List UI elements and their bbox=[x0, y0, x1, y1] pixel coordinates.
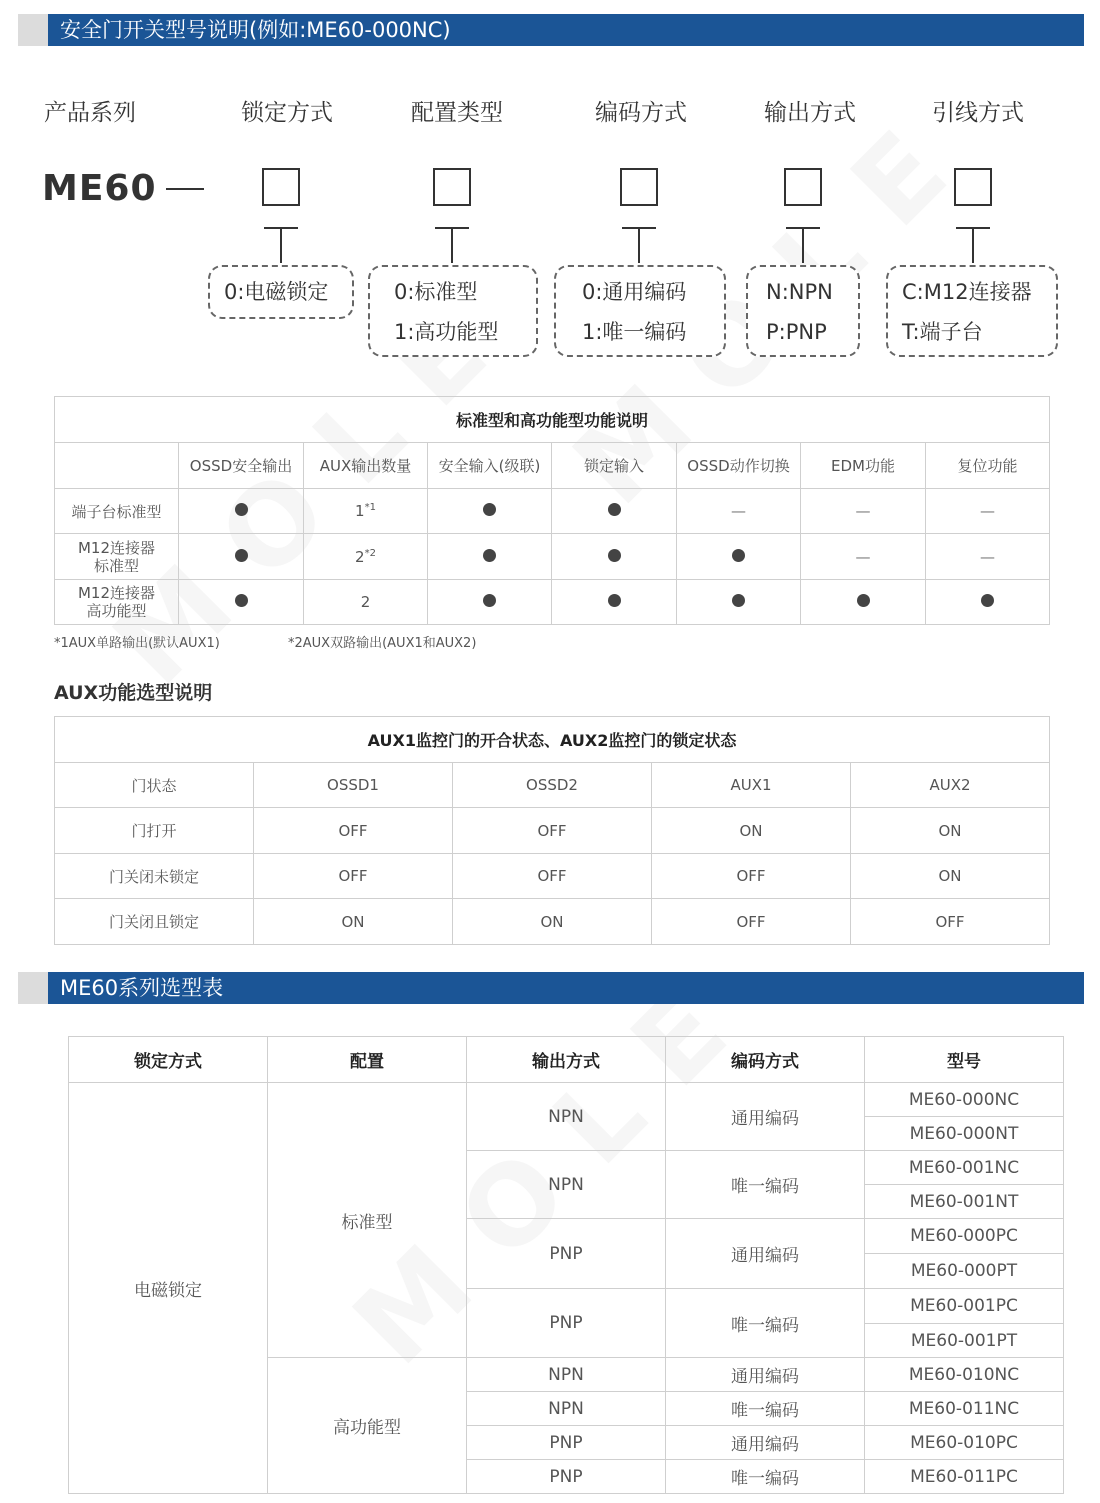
filled-dot-icon bbox=[857, 594, 870, 607]
row-label: M12连接器 bbox=[77, 538, 156, 557]
connector-stem bbox=[638, 227, 640, 263]
state-cell: ON bbox=[851, 854, 1050, 899]
column-header: 复位功能 bbox=[926, 443, 1050, 489]
column-header: OSSD安全输出 bbox=[179, 443, 304, 489]
state-cell: OFF bbox=[652, 899, 851, 945]
header-coding-method: 编码方式 bbox=[595, 100, 687, 126]
filled-dot-icon bbox=[235, 594, 248, 607]
aux-count: 2 bbox=[355, 547, 365, 566]
feature-cell bbox=[179, 580, 304, 625]
connector-stem bbox=[972, 227, 974, 263]
aux-count-cell: 2 bbox=[304, 580, 428, 625]
feature-cell bbox=[926, 580, 1050, 625]
feature-cell bbox=[801, 580, 926, 625]
section-banner-model-description bbox=[18, 14, 1084, 46]
row-header bbox=[55, 489, 179, 534]
section-title: 安全门开关型号说明(例如:ME60-000NC) bbox=[60, 18, 451, 42]
connector-stem bbox=[451, 227, 453, 263]
feature-cell: — bbox=[801, 489, 926, 534]
model-cell: ME60-011PC bbox=[865, 1460, 1064, 1494]
feature-cell: — bbox=[926, 534, 1050, 580]
option-box-lead bbox=[886, 265, 1058, 357]
option-item: 1:唯一编码 bbox=[582, 320, 687, 344]
output-cell: NPN bbox=[467, 1358, 666, 1392]
output-cell: PNP bbox=[467, 1219, 666, 1289]
option-box-config bbox=[368, 265, 538, 357]
coding-cell: 唯一编码 bbox=[666, 1151, 865, 1219]
filled-dot-icon bbox=[732, 594, 745, 607]
column-header: 型号 bbox=[865, 1037, 1064, 1083]
column-header: 门状态 bbox=[55, 763, 254, 808]
coding-cell: 通用编码 bbox=[666, 1358, 865, 1392]
door-state: 门关闭且锁定 bbox=[55, 899, 254, 945]
section-title: ME60系列选型表 bbox=[60, 976, 224, 1000]
feature-cell bbox=[179, 534, 304, 580]
option-item: N:NPN bbox=[766, 280, 833, 304]
footnote-ref: *1 bbox=[364, 502, 376, 513]
state-cell: ON bbox=[453, 899, 652, 945]
feature-cell bbox=[552, 534, 677, 580]
column-header: 编码方式 bbox=[666, 1037, 865, 1083]
feature-cell: — bbox=[801, 534, 926, 580]
coding-cell: 通用编码 bbox=[666, 1219, 865, 1289]
model-cell: ME60-000PT bbox=[865, 1254, 1064, 1289]
output-cell: PNP bbox=[467, 1289, 666, 1358]
code-box-coding bbox=[620, 168, 658, 206]
aux-count-cell bbox=[304, 534, 428, 580]
config-cell: 标准型 bbox=[268, 1083, 467, 1358]
state-cell: OFF bbox=[652, 854, 851, 899]
option-item: 0:标准型 bbox=[394, 280, 478, 304]
empty-header-cell bbox=[55, 443, 179, 489]
table-row bbox=[55, 854, 1050, 899]
coding-cell: 唯一编码 bbox=[666, 1460, 865, 1494]
connector-stem bbox=[802, 227, 804, 263]
model-prefix: ME60 bbox=[42, 168, 157, 209]
filled-dot-icon bbox=[981, 594, 994, 607]
coding-cell: 通用编码 bbox=[666, 1426, 865, 1460]
footnote-ref: *2 bbox=[364, 547, 376, 559]
option-item: T:端子台 bbox=[902, 320, 983, 344]
header-product-series: 产品系列 bbox=[44, 100, 136, 126]
model-cell: ME60-000PC bbox=[865, 1219, 1064, 1254]
filled-dot-icon bbox=[608, 549, 621, 562]
filled-dot-icon bbox=[732, 549, 745, 562]
function-table-caption: 标准型和高功能型功能说明 bbox=[55, 397, 1050, 443]
option-box-coding bbox=[554, 265, 726, 357]
column-header: AUX2 bbox=[851, 763, 1050, 808]
code-dash bbox=[166, 188, 204, 190]
table-row bbox=[55, 899, 1050, 945]
row-label: 端子台标准型 bbox=[71, 502, 162, 521]
feature-cell bbox=[428, 489, 552, 534]
filled-dot-icon bbox=[483, 549, 496, 562]
feature-cell bbox=[552, 580, 677, 625]
model-cell: ME60-010PC bbox=[865, 1426, 1064, 1460]
column-header: 锁定方式 bbox=[69, 1037, 268, 1083]
code-box-lead bbox=[954, 168, 992, 206]
column-header: EDM功能 bbox=[801, 443, 926, 489]
model-cell: ME60-001NC bbox=[865, 1151, 1064, 1185]
door-state: 门打开 bbox=[55, 808, 254, 854]
code-box-lock bbox=[262, 168, 300, 206]
column-header: 锁定输入 bbox=[552, 443, 677, 489]
door-state: 门关闭未锁定 bbox=[55, 854, 254, 899]
table-row bbox=[55, 534, 1050, 580]
footnote-2: *2AUX双路输出(AUX1和AUX2) bbox=[288, 636, 477, 651]
output-cell: NPN bbox=[467, 1083, 666, 1151]
table-row bbox=[55, 808, 1050, 854]
model-cell: ME60-000NT bbox=[865, 1117, 1064, 1151]
model-cell: ME60-001PC bbox=[865, 1289, 1064, 1324]
column-header: OSSD2 bbox=[453, 763, 652, 808]
header-lock-method: 锁定方式 bbox=[241, 100, 333, 126]
feature-cell bbox=[552, 489, 677, 534]
option-item: 1:高功能型 bbox=[394, 320, 499, 344]
option-item: C:M12连接器 bbox=[902, 280, 1032, 304]
option-item: 0:电磁锁定 bbox=[224, 280, 329, 304]
filled-dot-icon bbox=[608, 503, 621, 516]
footnote-1: *1AUX单路输出(默认AUX1) bbox=[54, 636, 220, 651]
aux-table-caption: AUX1监控门的开合状态、AUX2监控门的锁定状态 bbox=[55, 717, 1050, 763]
table-row bbox=[55, 580, 1050, 625]
coding-cell: 唯一编码 bbox=[666, 1289, 865, 1358]
aux-count: 1 bbox=[355, 502, 365, 520]
selection-table bbox=[68, 1036, 1064, 1494]
output-cell: NPN bbox=[467, 1151, 666, 1219]
row-label: 标准型 bbox=[93, 556, 139, 575]
feature-cell: — bbox=[677, 489, 801, 534]
option-box-lock bbox=[208, 265, 354, 319]
lock-method-cell: 电磁锁定 bbox=[69, 1083, 268, 1494]
filled-dot-icon bbox=[483, 503, 496, 516]
aux-section-title: AUX功能选型说明 bbox=[54, 682, 213, 704]
model-cell: ME60-011NC bbox=[865, 1392, 1064, 1426]
state-cell: OFF bbox=[254, 854, 453, 899]
state-cell: OFF bbox=[453, 808, 652, 854]
output-cell: PNP bbox=[467, 1460, 666, 1494]
feature-cell bbox=[677, 580, 801, 625]
state-cell: ON bbox=[652, 808, 851, 854]
filled-dot-icon bbox=[235, 503, 248, 516]
code-box-output bbox=[784, 168, 822, 206]
output-cell: NPN bbox=[467, 1392, 666, 1426]
column-header: 输出方式 bbox=[467, 1037, 666, 1083]
header-config-type: 配置类型 bbox=[411, 100, 503, 126]
feature-cell bbox=[428, 580, 552, 625]
option-item: 0:通用编码 bbox=[582, 280, 687, 304]
header-output-method: 输出方式 bbox=[764, 100, 856, 126]
column-header: AUX1 bbox=[652, 763, 851, 808]
header-lead-method: 引线方式 bbox=[932, 100, 1024, 126]
state-cell: OFF bbox=[254, 808, 453, 854]
state-cell: OFF bbox=[851, 899, 1050, 945]
column-header: OSSD动作切换 bbox=[677, 443, 801, 489]
state-cell: OFF bbox=[453, 854, 652, 899]
output-cell: PNP bbox=[467, 1426, 666, 1460]
coding-cell: 通用编码 bbox=[666, 1083, 865, 1151]
row-header bbox=[55, 534, 179, 580]
option-box-output bbox=[746, 265, 860, 357]
function-table bbox=[54, 396, 1050, 625]
feature-cell bbox=[179, 489, 304, 534]
aux-count-cell bbox=[304, 489, 428, 534]
section-banner-selection bbox=[18, 972, 1084, 1004]
column-header: AUX输出数量 bbox=[304, 443, 428, 489]
state-cell: ON bbox=[851, 808, 1050, 854]
filled-dot-icon bbox=[235, 549, 248, 562]
column-header: OSSD1 bbox=[254, 763, 453, 808]
coding-cell: 唯一编码 bbox=[666, 1392, 865, 1426]
column-header: 安全输入(级联) bbox=[428, 443, 552, 489]
row-label: M12连接器 bbox=[77, 584, 156, 602]
filled-dot-icon bbox=[608, 594, 621, 607]
feature-cell bbox=[428, 534, 552, 580]
column-header: 配置 bbox=[268, 1037, 467, 1083]
feature-cell: — bbox=[926, 489, 1050, 534]
row-header bbox=[55, 580, 179, 625]
model-cell: ME60-001PT bbox=[865, 1324, 1064, 1358]
model-cell: ME60-001NT bbox=[865, 1185, 1064, 1219]
model-cell: ME60-000NC bbox=[865, 1083, 1064, 1117]
connector-stem bbox=[280, 227, 282, 263]
filled-dot-icon bbox=[483, 594, 496, 607]
code-box-config bbox=[433, 168, 471, 206]
table-row bbox=[69, 1083, 1064, 1117]
table-row bbox=[55, 489, 1050, 534]
row-label: 高功能型 bbox=[86, 602, 147, 620]
config-cell: 高功能型 bbox=[268, 1358, 467, 1494]
aux-state-table bbox=[54, 716, 1050, 945]
feature-cell bbox=[677, 534, 801, 580]
option-item: P:PNP bbox=[766, 320, 827, 344]
model-cell: ME60-010NC bbox=[865, 1358, 1064, 1392]
state-cell: ON bbox=[254, 899, 453, 945]
